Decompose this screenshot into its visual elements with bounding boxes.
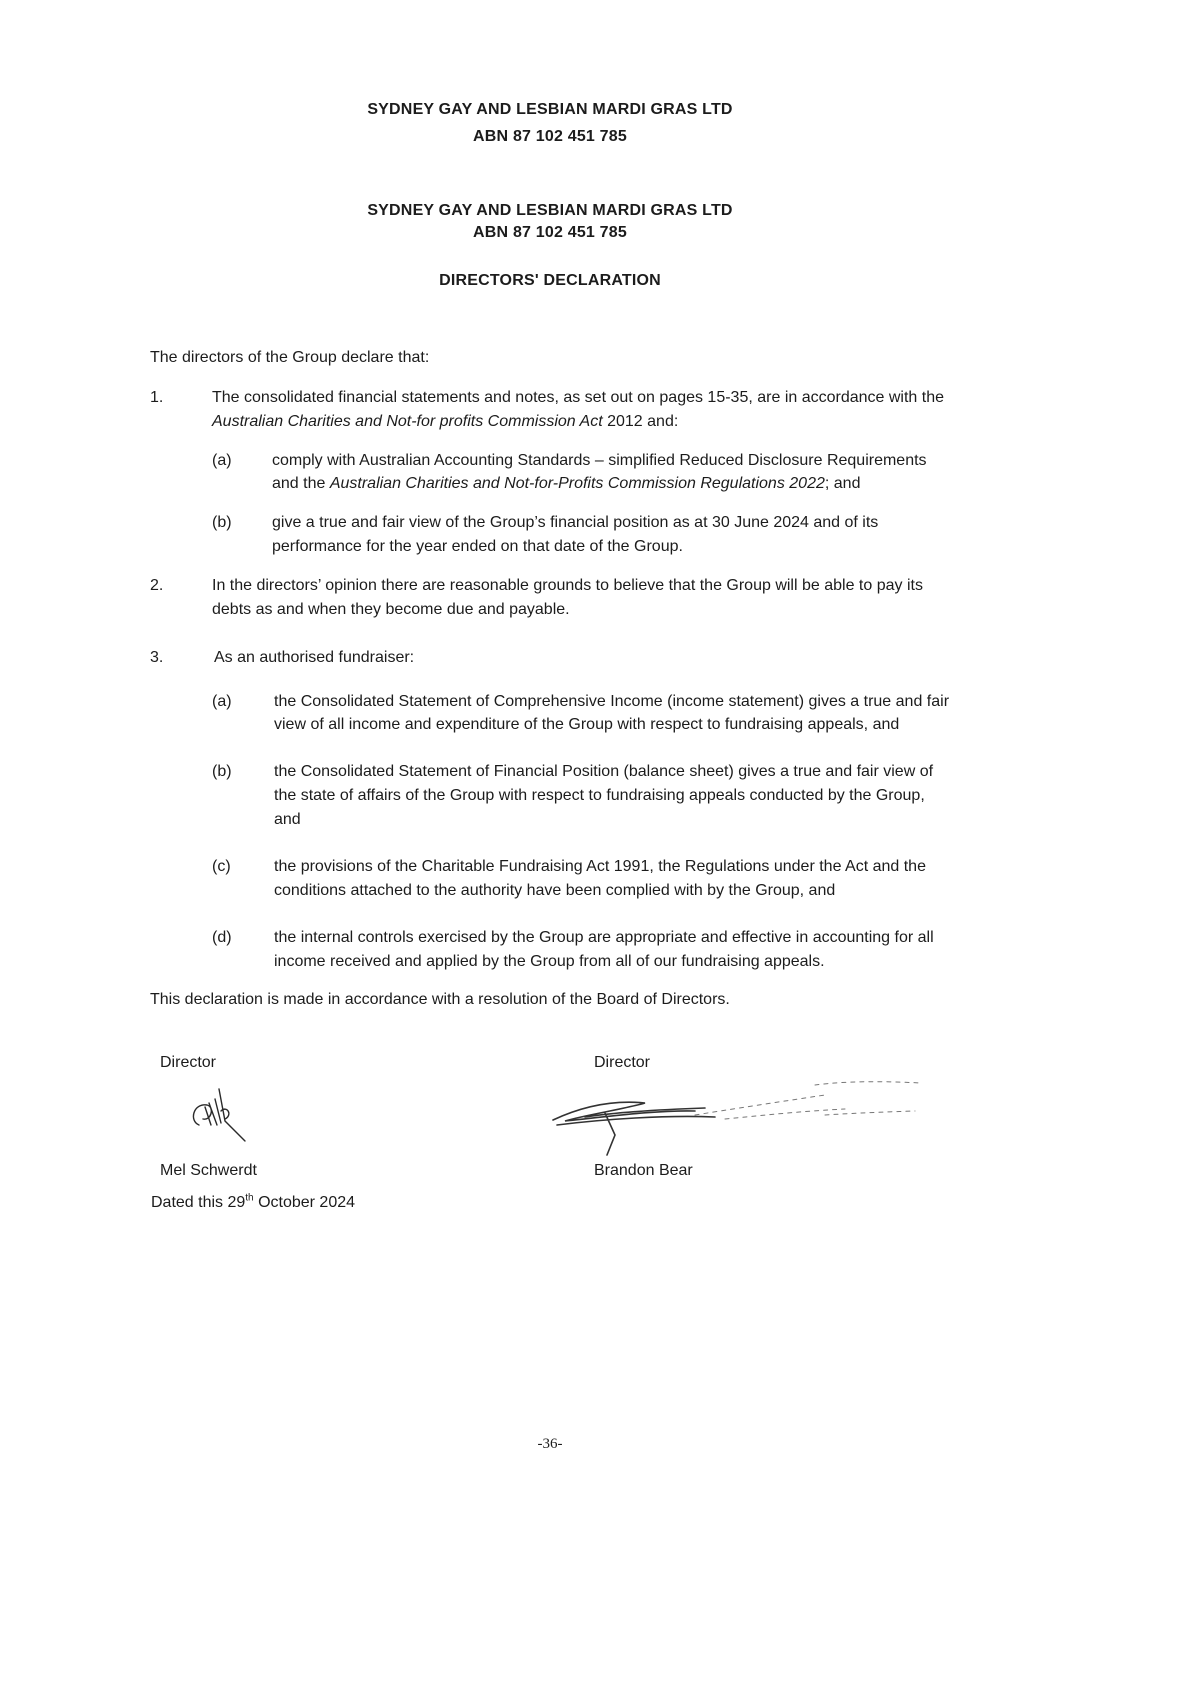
right-director-name: Brandon Bear <box>594 1162 693 1179</box>
intro-paragraph: The directors of the Group declare that: <box>150 349 430 366</box>
item-1a-line-2: and the Australian Charities and Not-for-Profits Commission Regulations 2022; and <box>272 475 861 492</box>
item-1a-line-1: comply with Australian Accounting Standards – simplified Reduced Disclosure Requirements <box>272 452 927 469</box>
right-director-role: Director <box>594 1054 651 1071</box>
item-3-number: 3. <box>150 649 164 666</box>
act-year: 2012 and: <box>602 413 679 430</box>
dated-line: Dated this 29th October 2024 <box>151 1192 356 1211</box>
item-3-line-1: As an authorised fundraiser: <box>214 649 415 666</box>
act-title-italic: Australian Charities and Not-for profits Commission Act <box>212 413 603 430</box>
item-3c-label: (c) <box>212 858 231 875</box>
item-3d-line-1: the internal controls exercised by the Group are appropriate and effective in accounting for all <box>274 929 934 946</box>
item-3b-label: (b) <box>212 763 232 780</box>
item-1b-label: (b) <box>212 514 232 531</box>
item-1b-line-1: give a true and fair view of the Group’s financial position as at 30 June 2024 and of its <box>272 514 879 531</box>
item-3b-line-3: and <box>274 811 301 828</box>
item-3b-line-1: the Consolidated Statement of Financial Position (balance sheet) gives a true and fair view of <box>274 763 934 780</box>
company-name-subheading: SYDNEY GAY AND LESBIAN MARDI GRAS LTD <box>367 202 733 219</box>
left-signature-image <box>185 1085 255 1145</box>
company-name-heading: SYDNEY GAY AND LESBIAN MARDI GRAS LTD <box>367 101 733 118</box>
item-3c-line-2: conditions attached to the authority have been complied with by the Group, and <box>274 882 836 899</box>
page-title: DIRECTORS' DECLARATION <box>439 272 661 289</box>
item-1-line-2 <box>212 410 678 434</box>
item-3b-line-2: the state of affairs of the Group with respect to fundraising appeals conducted by the Group, <box>274 787 925 804</box>
left-director-name: Mel Schwerdt <box>160 1162 257 1179</box>
abn-heading: ABN 87 102 451 785 <box>473 128 627 145</box>
right-signature-image <box>545 1075 925 1155</box>
item-2-line-2: debts as and when they become due and payable. <box>212 601 570 618</box>
item-3a-label: (a) <box>212 693 232 710</box>
item-2-number: 2. <box>150 577 164 594</box>
page-number: -36- <box>537 1436 563 1452</box>
item-2-line-1: In the directors’ opinion there are reasonable grounds to believe that the Group will be able to pay its <box>212 577 923 594</box>
item-1a-label: (a) <box>212 452 232 469</box>
item-3d-line-2: income received and applied by the Group from all of our fundraising appeals. <box>274 953 825 970</box>
item-3a-line-1: the Consolidated Statement of Comprehensive Income (income statement) gives a true and fair <box>274 693 950 710</box>
closing-paragraph: This declaration is made in accordance with a resolution of the Board of Directors. <box>150 991 730 1008</box>
regulations-title-italic: Australian Charities and Not-for-Profits Commission Regulations 2022 <box>329 475 825 492</box>
item-1b-line-2: performance for the year ended on that date of the Group. <box>272 538 683 555</box>
date-ordinal-suffix: th <box>245 1192 254 1204</box>
item-1-line-1: The consolidated financial statements and notes, as set out on pages 15-35, are in accordance with the <box>212 389 945 406</box>
item-1-number: 1. <box>150 389 164 406</box>
item-3a-line-2: view of all income and expenditure of the Group with respect to fundraising appeals, and <box>274 716 900 733</box>
item-3d-label: (d) <box>212 929 232 946</box>
left-director-role: Director <box>160 1054 217 1071</box>
item-3c-line-1: the provisions of the Charitable Fundraising Act 1991, the Regulations under the Act and the <box>274 858 926 875</box>
abn-subheading: ABN 87 102 451 785 <box>473 224 627 241</box>
